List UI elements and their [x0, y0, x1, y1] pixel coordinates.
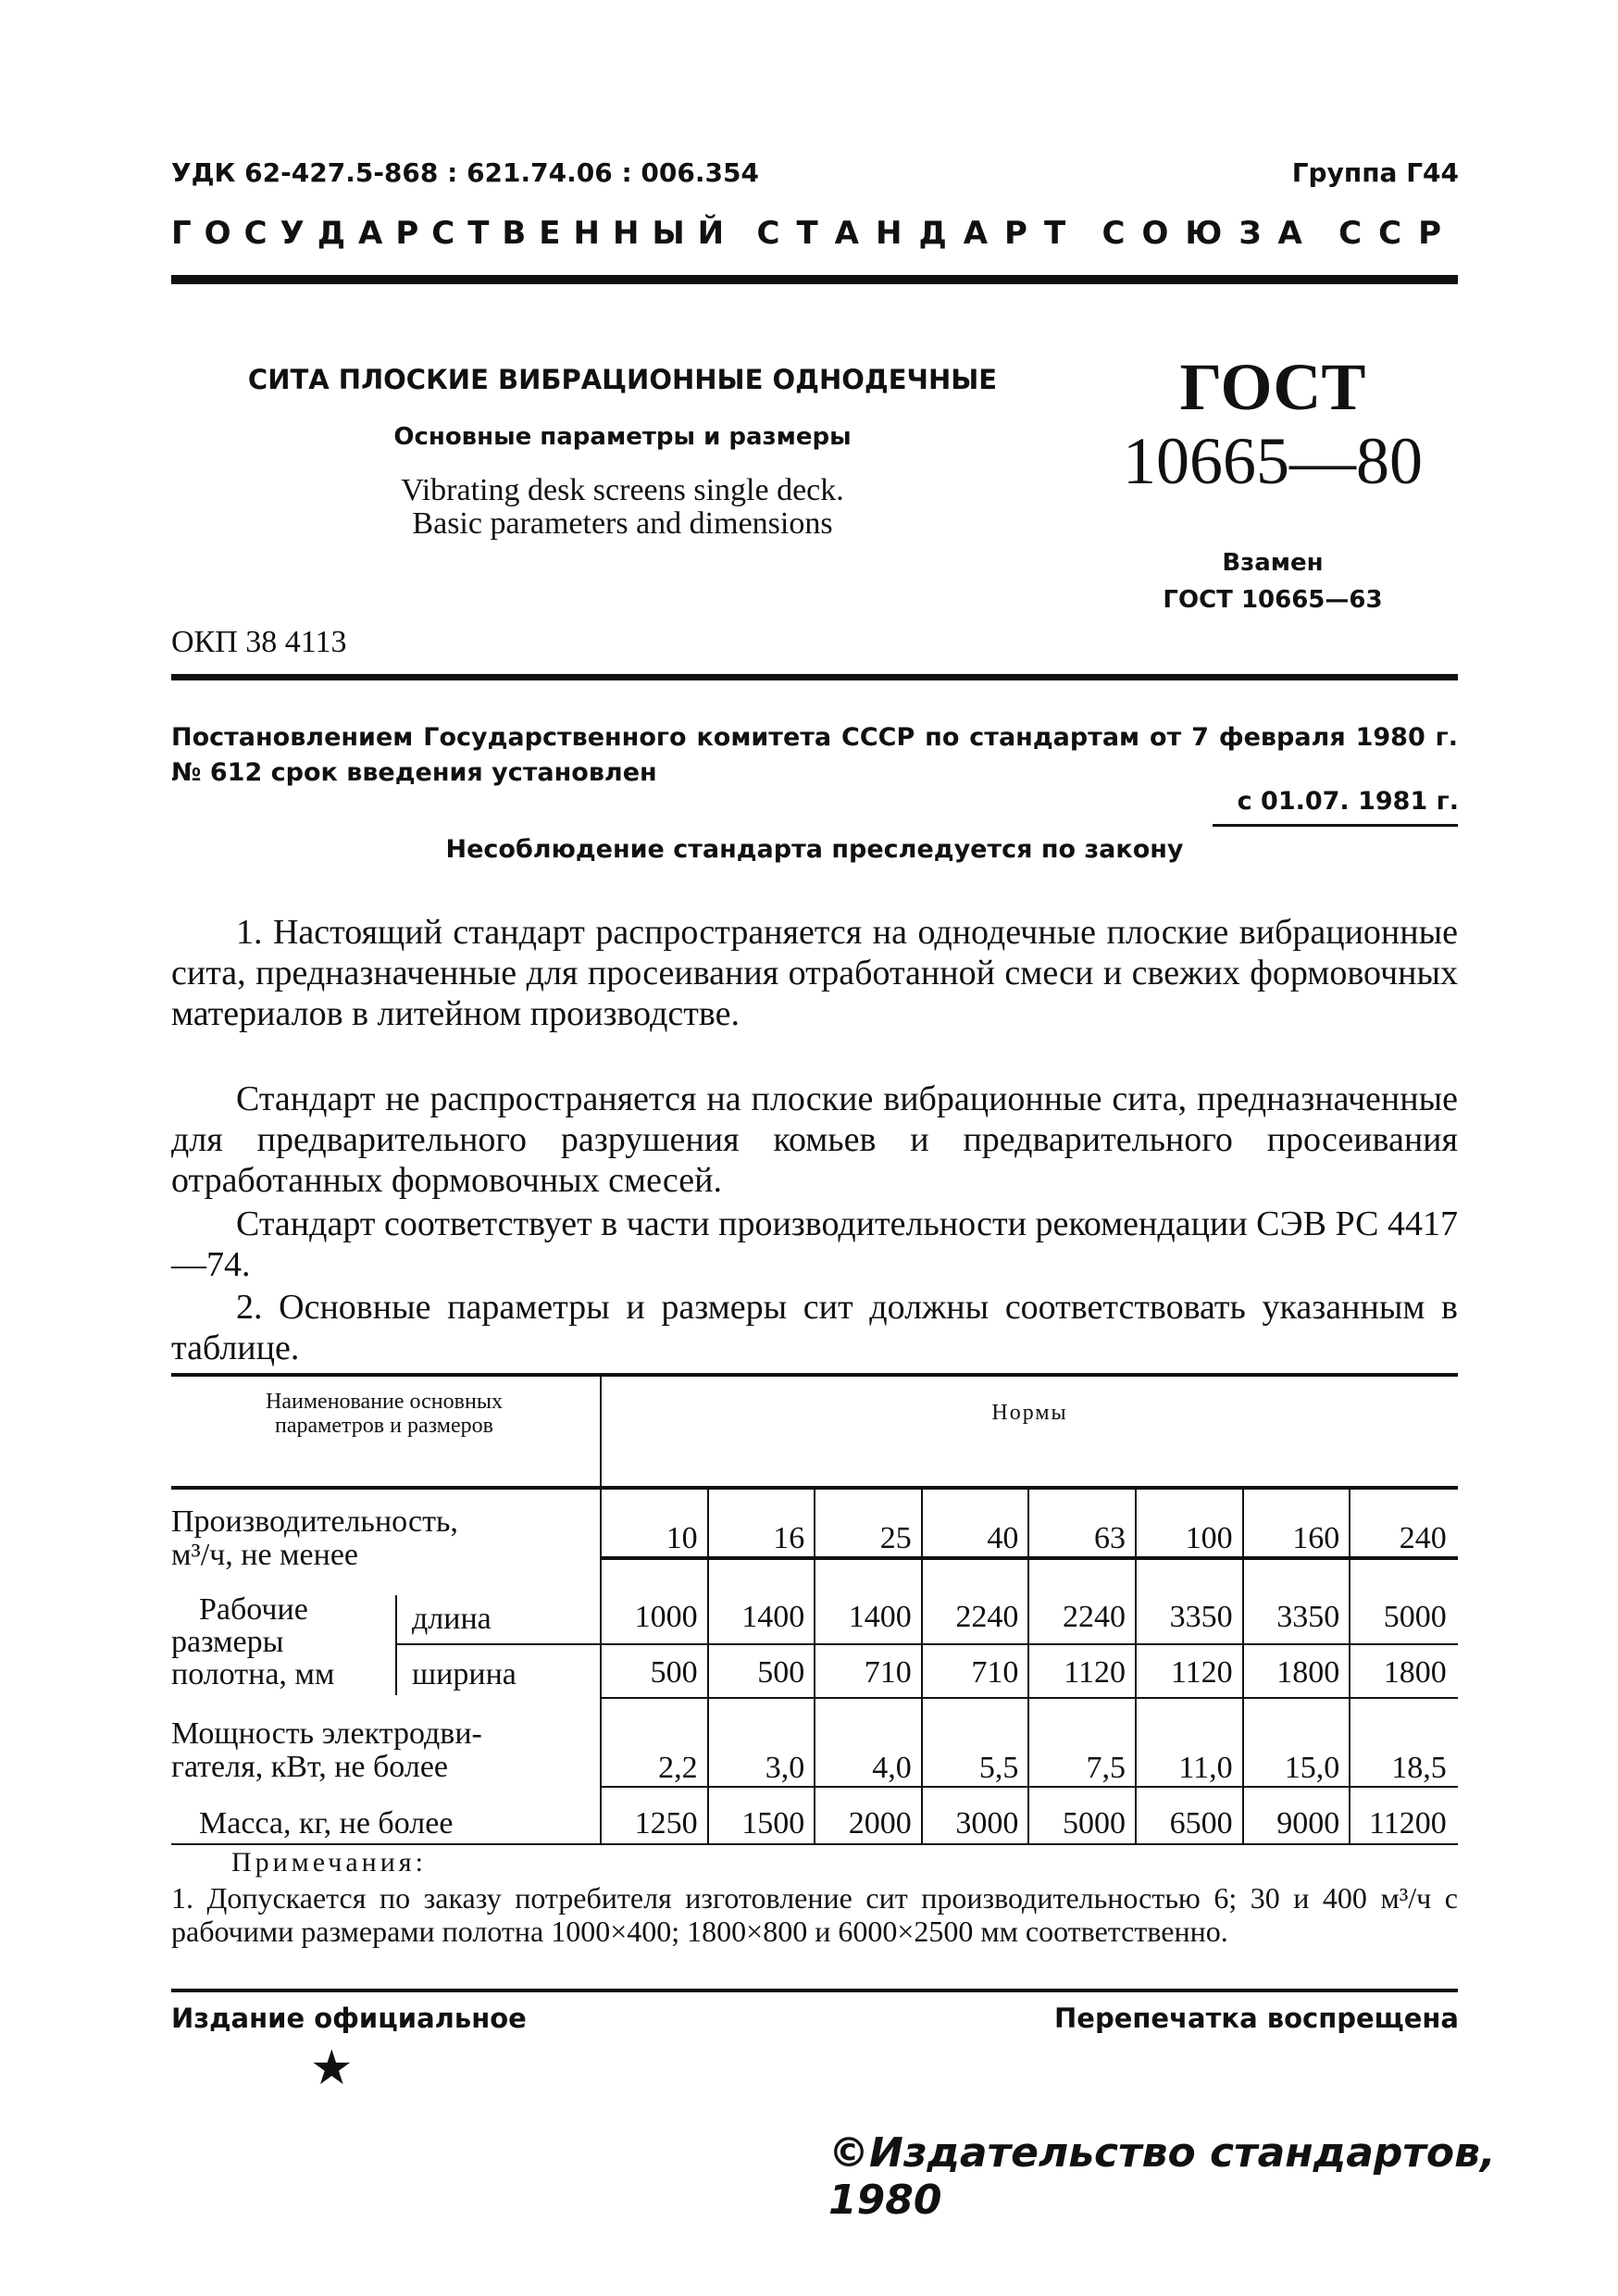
row-label-line: м³/ч, не менее: [171, 1538, 359, 1572]
mass-value: 2000: [848, 1806, 912, 1841]
power-row-rule: [602, 1786, 1458, 1788]
capacity-value: 160: [1292, 1521, 1340, 1555]
parameters-table: [171, 1373, 1458, 1841]
decree-text: Постановлением Государственного комитета СССР по стандартам от 7 февраля 1980 г. № 612 срок введения установлен: [171, 723, 1458, 787]
header-rule: [171, 275, 1458, 284]
reprint-notice: Перепечатка воспрещена: [1054, 2003, 1459, 2034]
width-value: 1120: [1064, 1655, 1126, 1690]
banner-word: ССР: [1338, 215, 1458, 252]
power-value: 15,0: [1284, 1751, 1340, 1785]
capacity-value: 240: [1399, 1521, 1447, 1555]
paragraph-4: 2. Основные параметры и размеры сит должны соответствовать указанным в таблице.: [171, 1288, 1458, 1367]
capacity-value: 16: [773, 1521, 805, 1555]
row-label-length: длина: [412, 1602, 492, 1636]
length-value: 1000: [634, 1600, 698, 1634]
dims-sub-rule: [395, 1643, 604, 1645]
notes-heading: Примечания:: [231, 1847, 427, 1878]
date-underline: [1213, 824, 1458, 827]
width-value: 1120: [1170, 1655, 1233, 1690]
banner-word: СОЮЗА: [1101, 215, 1319, 252]
power-value: 7,5: [1086, 1751, 1126, 1785]
width-value: 500: [650, 1655, 698, 1690]
width-value: 1800: [1276, 1655, 1340, 1690]
head-param-line: Наименование основных: [266, 1390, 503, 1414]
notes-text: 1. Допускается по заказу потребителя изготовление сит производительностью 6; 30 и 400 м³/ч с рабочими размерами полотна 1000×400; 1800×800 и 6000×2500 мм соответственно.: [171, 1881, 1458, 1948]
mass-value: 1500: [741, 1806, 805, 1841]
capacity-value: 63: [1093, 1521, 1126, 1555]
capacity-value: 100: [1185, 1521, 1233, 1555]
capacity-value: 40: [987, 1521, 1019, 1555]
power-value: 2,2: [658, 1751, 698, 1785]
okp-code: ОКП 38 4113: [171, 625, 347, 659]
legal-warning: Несоблюдение стандарта преследуется по закону: [445, 835, 1184, 864]
english-title: [171, 474, 1074, 541]
replaces-value: ГОСТ 10665—63: [1163, 586, 1383, 614]
capacity-value: 10: [666, 1521, 698, 1555]
gost-designation: [1097, 350, 1449, 498]
banner-word: ГОСУДАРСТВЕННЫЙ: [171, 215, 738, 252]
head-param-line: параметров и размеров: [275, 1414, 493, 1438]
gost-label: ГОСТ: [1179, 350, 1366, 424]
table-top-rule: [171, 1373, 1458, 1377]
length-value: 1400: [741, 1600, 805, 1634]
row-label-line: Производительность,: [171, 1504, 458, 1539]
row-label-width: ширина: [412, 1657, 517, 1691]
width-value: 1800: [1383, 1655, 1447, 1690]
width-row-rule: [602, 1697, 1458, 1699]
length-value: 2240: [955, 1600, 1019, 1634]
paragraph-2: Стандарт не распространяется на плоские вибрационные сита, предназначенные для предварительного разрушения комьев и предварительного просеивания отработанных формовочных смесей.: [171, 1079, 1458, 1200]
document-subtitle: Основные параметры и размеры: [393, 423, 852, 451]
row-label-dims: [171, 1593, 393, 1691]
row-label-line: гателя, кВт, не более: [171, 1750, 448, 1784]
length-value: 3350: [1276, 1600, 1340, 1634]
row-label-line: размеры: [171, 1625, 284, 1659]
title-rule: [171, 674, 1458, 680]
power-value: 5,5: [978, 1751, 1019, 1785]
english-title-line: Vibrating desk screens single deck.: [401, 473, 844, 507]
mass-value: 3000: [955, 1806, 1019, 1841]
power-value: 18,5: [1391, 1751, 1447, 1785]
banner-word: СТАНДАРТ: [756, 215, 1083, 252]
row-label-mass: Масса, кг, не более: [199, 1806, 454, 1841]
row-label-line: полотна, мм: [171, 1657, 335, 1691]
capacity-value: 25: [879, 1521, 912, 1555]
length-value: 2240: [1062, 1600, 1126, 1634]
row-label-line: Рабочие: [199, 1592, 308, 1627]
document-title: СИТА ПЛОСКИЕ ВИБРАЦИОННЫЕ ОДНОДЕЧНЫЕ: [247, 364, 998, 395]
gost-number: 10665—80: [1123, 424, 1423, 498]
length-value: 3350: [1169, 1600, 1233, 1634]
width-value: 710: [864, 1655, 912, 1690]
table-bottom-rule: [171, 1843, 1458, 1845]
effective-date: с 01.07. 1981 г.: [1237, 787, 1459, 816]
english-title-line: Basic parameters and dimensions: [412, 506, 833, 541]
paragraph-1: 1. Настоящий стандарт распространяется на однодечные плоские вибрационные сита, предназначенные для просеивания отработанной смеси и свежих формовочных материалов в литейном производстве.: [171, 913, 1458, 1033]
power-value: 4,0: [872, 1751, 912, 1785]
mass-value: 11200: [1369, 1806, 1447, 1841]
row-label-line: Мощность электродви-: [171, 1716, 482, 1751]
footer-rule: [171, 1989, 1458, 1992]
publisher-copyright: ©Издательство стандартов, 1980: [828, 2129, 1496, 2224]
length-value: 1400: [848, 1600, 912, 1634]
mass-value: 1250: [634, 1806, 698, 1841]
row-label-capacity: [171, 1505, 597, 1572]
mass-value: 9000: [1276, 1806, 1340, 1841]
group-code: Группа Г44: [1291, 157, 1459, 188]
udk-code: УДК 62-427.5-868 : 621.74.06 : 006.354: [171, 157, 759, 188]
capacity-row-rule: [602, 1556, 1458, 1560]
edition-label: Издание официальное: [171, 2003, 527, 2034]
star-icon: ★: [310, 2042, 354, 2095]
standard-banner: [171, 215, 1458, 252]
mass-value: 6500: [1169, 1806, 1233, 1841]
length-value: 5000: [1383, 1600, 1447, 1634]
table-head-param: [171, 1390, 597, 1438]
power-value: 11,0: [1178, 1751, 1233, 1785]
length-row-rule: [602, 1643, 1458, 1645]
mass-value: 5000: [1062, 1806, 1126, 1841]
table-head-norms: Нормы: [991, 1401, 1068, 1425]
paragraph-3: Стандарт соответствует в части производительности рекомендации СЭВ РС 4417—74.: [171, 1204, 1458, 1284]
row-label-power: [171, 1717, 597, 1784]
power-value: 3,0: [765, 1751, 805, 1785]
table-head-divider: [600, 1377, 602, 1488]
dims-divider: [395, 1595, 397, 1695]
width-value: 710: [971, 1655, 1019, 1690]
width-value: 500: [757, 1655, 805, 1690]
replaces-block: [1083, 544, 1462, 618]
replaces-label: Взамен: [1222, 549, 1324, 577]
